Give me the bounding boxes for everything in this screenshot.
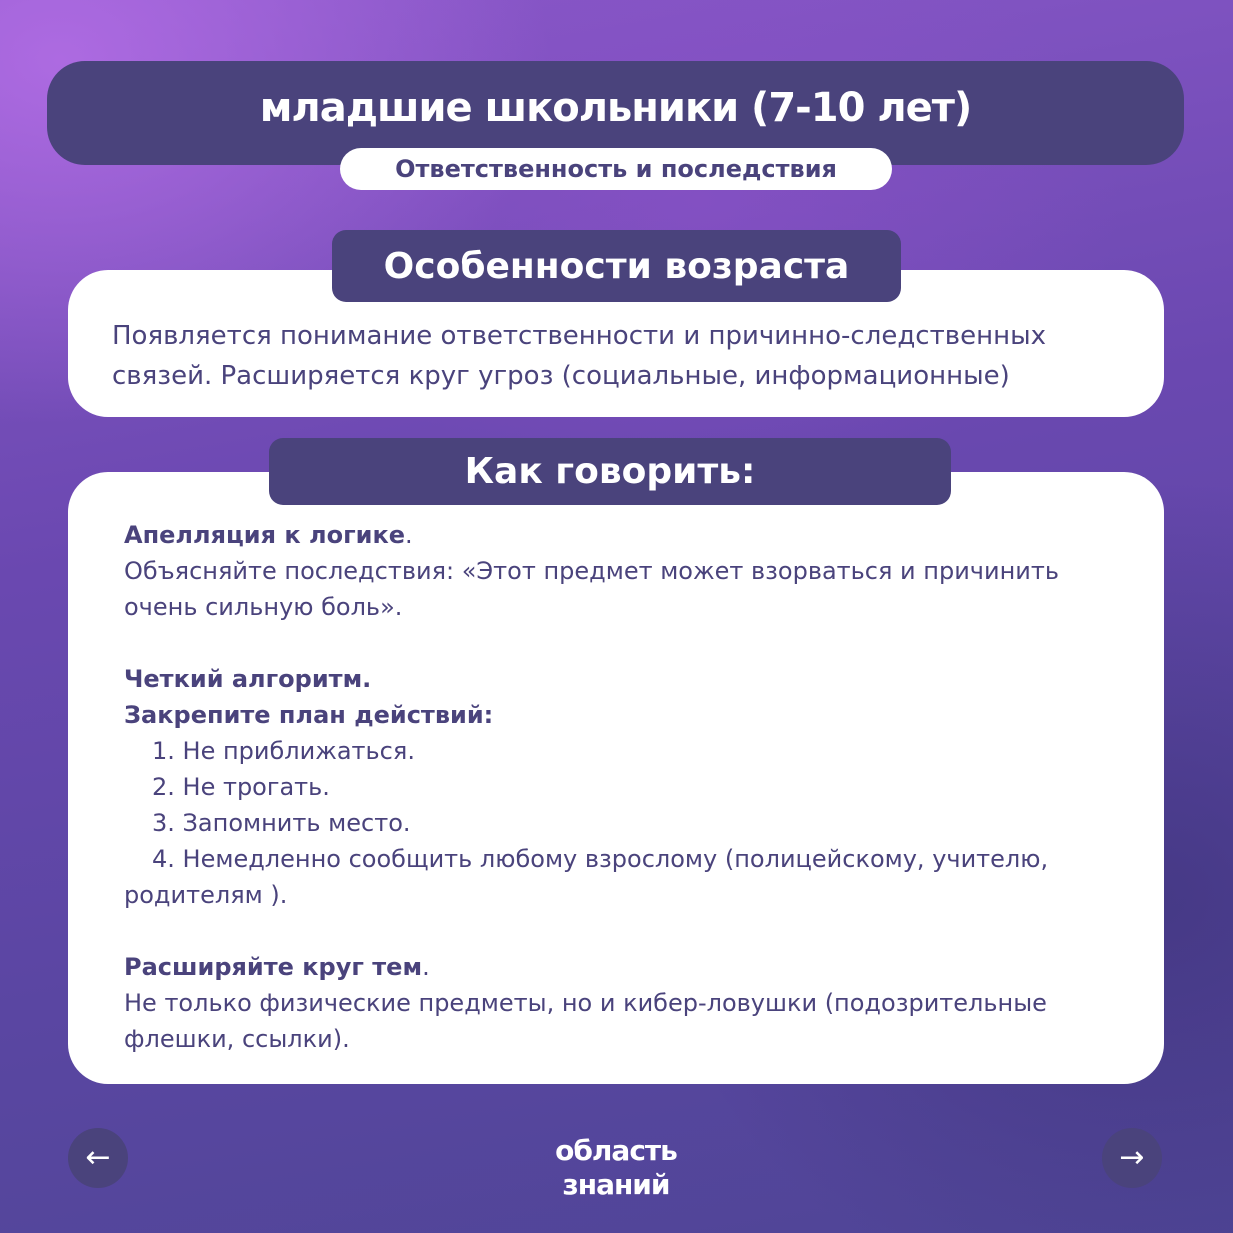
page-title: младшие школьники (7-10 лет) bbox=[259, 85, 972, 131]
spacer bbox=[124, 913, 1114, 949]
topics-heading: Расширяйте круг тем bbox=[124, 953, 423, 981]
prev-button[interactable] bbox=[68, 1128, 128, 1188]
algorithm-step: 2. Не трогать. bbox=[152, 773, 330, 801]
algorithm-step: 1. Не приближаться. bbox=[152, 737, 415, 765]
age-features-text: Появляется понимание ответственности и причинно-следственных связей. Расширяется круг угроз (социальные, информационные) bbox=[112, 321, 1046, 391]
brand-logo bbox=[516, 1134, 716, 1202]
algorithm-step-tail: родителям ). bbox=[124, 881, 288, 909]
topics-heading-end: . bbox=[422, 953, 430, 981]
how-to-talk-heading: Как говорить: bbox=[269, 438, 951, 505]
algorithm-step: 4. Немедленно сообщить любому взрослому (полицейскому, учителю, bbox=[152, 845, 1049, 873]
logic-heading-end: . bbox=[405, 521, 413, 549]
next-button[interactable] bbox=[1102, 1128, 1162, 1188]
topics-block bbox=[124, 949, 1114, 1057]
spacer bbox=[124, 625, 1114, 661]
page-subtitle: Ответственность и последствия bbox=[395, 155, 837, 183]
logo-line: область bbox=[555, 1134, 677, 1167]
how-to-talk-body bbox=[124, 517, 1114, 1057]
arrow-right-icon: → bbox=[1119, 1140, 1145, 1175]
logic-text: Объясняйте последствия: «Этот предмет может взорваться и причинить очень сильную боль». bbox=[124, 557, 1059, 621]
topics-text: Не только физические предметы, но и кибер-ловушки (подозрительные флешки, ссылки). bbox=[124, 989, 1047, 1053]
logic-heading: Апелляция к логике bbox=[124, 521, 406, 549]
age-features-heading: Особенности возраста bbox=[332, 230, 901, 302]
algorithm-block bbox=[124, 661, 1114, 913]
algorithm-step: 3. Запомнить место. bbox=[152, 809, 411, 837]
logo-line: знаний bbox=[562, 1168, 670, 1201]
logic-block bbox=[124, 517, 1114, 625]
subtitle-pill bbox=[340, 148, 892, 190]
arrow-left-icon: ← bbox=[85, 1140, 111, 1175]
algorithm-subheading: Закрепите план действий: bbox=[124, 701, 494, 729]
algorithm-heading: Четкий алгоритм. bbox=[124, 665, 372, 693]
